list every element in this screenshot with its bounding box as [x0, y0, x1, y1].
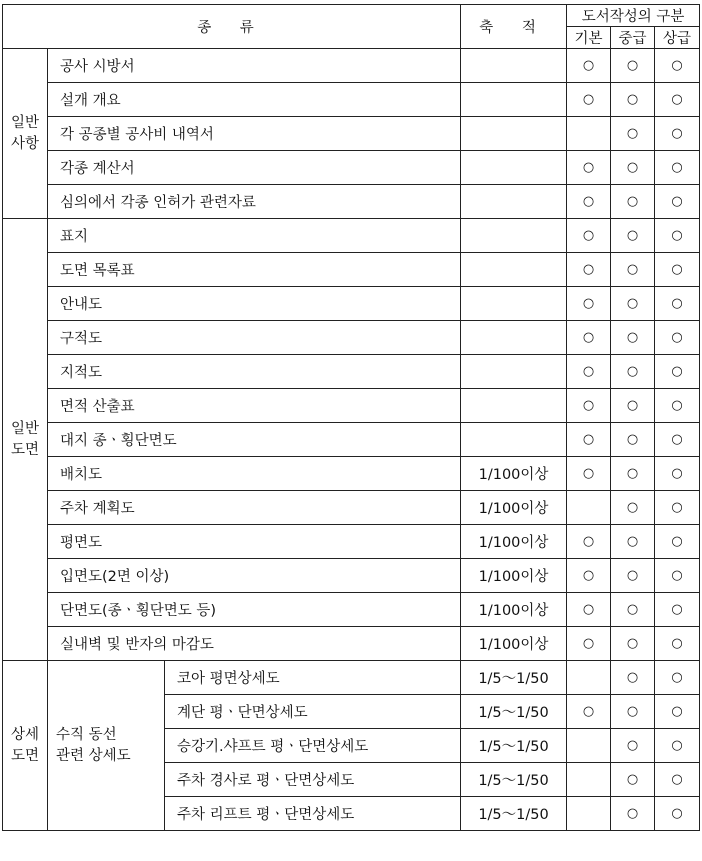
- circle-mark-icon: ○: [582, 160, 595, 175]
- category-cell: [3, 219, 48, 661]
- circle-mark-icon: ○: [671, 500, 683, 515]
- table-header: [3, 5, 700, 49]
- table-row: [3, 49, 700, 83]
- item-scale: [461, 219, 567, 253]
- table-row: [3, 389, 700, 423]
- circle-mark-icon: ○: [671, 772, 683, 787]
- circle-mark-icon: ○: [582, 228, 595, 243]
- level-mark-cell: [611, 695, 655, 729]
- circle-mark-icon: ○: [671, 534, 683, 549]
- item-name: 지적도: [48, 355, 461, 389]
- level-mark-cell: [567, 355, 611, 389]
- level-mark-cell: [655, 695, 700, 729]
- table-row: [3, 117, 700, 151]
- circle-mark-icon: ○: [626, 772, 639, 787]
- circle-mark-icon: ○: [582, 92, 595, 107]
- level-mark-cell: [611, 423, 655, 457]
- level-mark-cell: [655, 355, 700, 389]
- item-name: 각종 계산서: [48, 151, 461, 185]
- level-mark-cell: [655, 491, 700, 525]
- level-mark-cell: [611, 321, 655, 355]
- circle-mark-icon: ○: [582, 194, 595, 209]
- item-scale: 1/5～1/50: [461, 729, 567, 763]
- level-mark-cell: [655, 525, 700, 559]
- level-mark-cell: [655, 593, 700, 627]
- drawing-list-table: [2, 4, 700, 831]
- table-row: [3, 559, 700, 593]
- category-label: 도면: [10, 747, 39, 764]
- circle-mark-icon: ○: [582, 296, 595, 311]
- level-mark-cell: [655, 83, 700, 117]
- circle-mark-icon: ○: [626, 500, 639, 515]
- header-level-basic: 기본: [567, 27, 611, 49]
- level-mark-cell: [655, 423, 700, 457]
- item-name: 각 공종별 공사비 내역서: [48, 117, 461, 151]
- item-scale: 1/5～1/50: [461, 695, 567, 729]
- level-mark-cell: [567, 83, 611, 117]
- circle-mark-icon: ○: [671, 636, 683, 651]
- level-mark-cell: [611, 185, 655, 219]
- circle-mark-icon: ○: [671, 296, 683, 311]
- circle-mark-icon: ○: [626, 568, 639, 583]
- item-name: 심의에서 각종 인허가 관련자료: [48, 185, 461, 219]
- item-scale: [461, 151, 567, 185]
- level-mark-cell: [611, 49, 655, 83]
- circle-mark-icon: ○: [671, 568, 683, 583]
- circle-mark-icon: ○: [626, 398, 639, 413]
- level-mark-cell: [655, 729, 700, 763]
- level-mark-cell: [611, 151, 655, 185]
- level-mark-cell: [611, 729, 655, 763]
- level-mark-cell: [567, 287, 611, 321]
- level-mark-cell: [655, 253, 700, 287]
- level-mark-cell: [655, 797, 700, 831]
- circle-mark-icon: ○: [626, 602, 639, 617]
- level-mark-cell: [655, 457, 700, 491]
- circle-mark-icon: ○: [626, 262, 639, 277]
- level-mark-cell: [655, 287, 700, 321]
- level-mark-cell: [567, 423, 611, 457]
- item-scale: 1/100이상: [461, 559, 567, 593]
- table-row: [3, 219, 700, 253]
- level-mark-cell: [567, 219, 611, 253]
- level-mark-cell: [567, 321, 611, 355]
- level-mark-cell: [567, 253, 611, 287]
- item-scale: [461, 83, 567, 117]
- header-type: [3, 5, 461, 49]
- header-level-intermediate: 중급: [611, 27, 655, 49]
- circle-mark-icon: ○: [626, 228, 639, 243]
- item-scale: 1/100이상: [461, 491, 567, 525]
- circle-mark-icon: ○: [671, 432, 683, 447]
- circle-mark-icon: ○: [582, 58, 595, 73]
- level-mark-cell: [655, 389, 700, 423]
- table-row: [3, 457, 700, 491]
- level-mark-cell: [611, 117, 655, 151]
- item-name: 주차 계획도: [48, 491, 461, 525]
- level-mark-cell: [655, 763, 700, 797]
- circle-mark-icon: ○: [582, 636, 595, 651]
- item-scale: 1/100이상: [461, 525, 567, 559]
- table-row: [3, 491, 700, 525]
- circle-mark-icon: ○: [582, 262, 595, 277]
- item-name: 단면도(종ㆍ횡단면도 등): [48, 593, 461, 627]
- level-mark-cell: [611, 253, 655, 287]
- item-scale: [461, 423, 567, 457]
- circle-mark-icon: ○: [626, 330, 639, 345]
- item-scale: [461, 253, 567, 287]
- table-row: [3, 321, 700, 355]
- item-name: 주차 경사로 평ㆍ단면상세도: [165, 763, 461, 797]
- circle-mark-icon: ○: [671, 364, 683, 379]
- level-mark-cell: [655, 151, 700, 185]
- level-mark-cell: [655, 627, 700, 661]
- circle-mark-icon: ○: [671, 670, 683, 685]
- level-mark-cell: [567, 729, 611, 763]
- level-mark-cell: [655, 559, 700, 593]
- level-mark-cell: [655, 49, 700, 83]
- circle-mark-icon: ○: [626, 58, 639, 73]
- item-name: 도면 목록표: [48, 253, 461, 287]
- item-name: 배치도: [48, 457, 461, 491]
- level-mark-cell: [567, 593, 611, 627]
- circle-mark-icon: ○: [626, 364, 639, 379]
- circle-mark-icon: ○: [671, 92, 683, 107]
- category-label: 상세: [10, 726, 39, 743]
- level-mark-cell: [567, 457, 611, 491]
- level-mark-cell: [611, 287, 655, 321]
- circle-mark-icon: ○: [671, 262, 683, 277]
- circle-mark-icon: ○: [626, 466, 639, 481]
- level-mark-cell: [567, 627, 611, 661]
- header-scale-label: 축 적: [479, 20, 548, 36]
- circle-mark-icon: ○: [582, 466, 595, 481]
- table-row: [3, 287, 700, 321]
- circle-mark-icon: ○: [671, 194, 683, 209]
- circle-mark-icon: ○: [626, 92, 639, 107]
- level-mark-cell: [655, 321, 700, 355]
- item-scale: [461, 117, 567, 151]
- circle-mark-icon: ○: [626, 670, 639, 685]
- item-name: 설개 개요: [48, 83, 461, 117]
- level-mark-cell: [567, 117, 611, 151]
- level-mark-cell: [611, 559, 655, 593]
- item-scale: 1/5～1/50: [461, 797, 567, 831]
- level-mark-cell: [611, 457, 655, 491]
- level-mark-cell: [611, 355, 655, 389]
- level-mark-cell: [611, 389, 655, 423]
- item-name: 계단 평ㆍ단면상세도: [165, 695, 461, 729]
- circle-mark-icon: ○: [582, 398, 595, 413]
- item-name: 안내도: [48, 287, 461, 321]
- item-name: 대지 종ㆍ횡단면도: [48, 423, 461, 457]
- level-mark-cell: [567, 661, 611, 695]
- level-mark-cell: [655, 117, 700, 151]
- level-mark-cell: [567, 525, 611, 559]
- item-scale: [461, 49, 567, 83]
- header-type-label: 종 류: [197, 20, 266, 36]
- subcategory-label: 수직 동선: [56, 726, 117, 743]
- circle-mark-icon: ○: [626, 704, 639, 719]
- header-division: 도서작성의 구분: [567, 5, 700, 27]
- circle-mark-icon: ○: [582, 568, 595, 583]
- item-scale: 1/5～1/50: [461, 763, 567, 797]
- circle-mark-icon: ○: [671, 704, 683, 719]
- item-scale: [461, 389, 567, 423]
- circle-mark-icon: ○: [626, 738, 639, 753]
- table-row: [3, 355, 700, 389]
- level-mark-cell: [567, 491, 611, 525]
- level-mark-cell: [567, 49, 611, 83]
- level-mark-cell: [567, 559, 611, 593]
- table-body: [3, 49, 700, 831]
- header-level-advanced: 상급: [655, 27, 700, 49]
- circle-mark-icon: ○: [671, 806, 683, 821]
- table-row: [3, 627, 700, 661]
- item-name: 코아 평면상세도: [165, 661, 461, 695]
- circle-mark-icon: ○: [671, 126, 683, 141]
- item-scale: [461, 321, 567, 355]
- table-row: [3, 593, 700, 627]
- level-mark-cell: [611, 219, 655, 253]
- level-mark-cell: [567, 389, 611, 423]
- level-mark-cell: [611, 797, 655, 831]
- table-row: [3, 151, 700, 185]
- item-name: 입면도(2면 이상): [48, 559, 461, 593]
- item-scale: 1/100이상: [461, 593, 567, 627]
- circle-mark-icon: ○: [626, 160, 639, 175]
- subcategory-label: 관련 상세도: [56, 747, 131, 764]
- header-scale: [461, 5, 567, 49]
- circle-mark-icon: ○: [582, 432, 595, 447]
- item-name: 평면도: [48, 525, 461, 559]
- table-row: [3, 253, 700, 287]
- circle-mark-icon: ○: [582, 602, 595, 617]
- item-scale: [461, 355, 567, 389]
- item-scale: [461, 185, 567, 219]
- item-name: 주차 리프트 평ㆍ단면상세도: [165, 797, 461, 831]
- item-name: 구적도: [48, 321, 461, 355]
- circle-mark-icon: ○: [671, 466, 683, 481]
- level-mark-cell: [611, 593, 655, 627]
- circle-mark-icon: ○: [671, 398, 683, 413]
- item-scale: 1/100이상: [461, 627, 567, 661]
- category-label: 사항: [10, 135, 39, 152]
- category-label: 도면: [10, 441, 39, 458]
- item-scale: 1/5～1/50: [461, 661, 567, 695]
- circle-mark-icon: ○: [671, 602, 683, 617]
- item-name: 공사 시방서: [48, 49, 461, 83]
- table-row: [3, 423, 700, 457]
- item-name: 실내벽 및 반자의 마감도: [48, 627, 461, 661]
- level-mark-cell: [611, 627, 655, 661]
- circle-mark-icon: ○: [626, 806, 639, 821]
- level-mark-cell: [567, 797, 611, 831]
- item-name: 면적 산출표: [48, 389, 461, 423]
- table-row: [3, 525, 700, 559]
- circle-mark-icon: ○: [626, 296, 639, 311]
- level-mark-cell: [611, 491, 655, 525]
- level-mark-cell: [567, 695, 611, 729]
- circle-mark-icon: ○: [671, 738, 683, 753]
- circle-mark-icon: ○: [626, 194, 639, 209]
- circle-mark-icon: ○: [626, 636, 639, 651]
- item-scale: [461, 287, 567, 321]
- item-scale: 1/100이상: [461, 457, 567, 491]
- circle-mark-icon: ○: [626, 126, 639, 141]
- category-cell: [3, 49, 48, 219]
- circle-mark-icon: ○: [671, 228, 683, 243]
- circle-mark-icon: ○: [671, 330, 683, 345]
- level-mark-cell: [655, 185, 700, 219]
- level-mark-cell: [567, 151, 611, 185]
- table-row: [3, 661, 700, 695]
- level-mark-cell: [611, 763, 655, 797]
- subcategory-cell: [48, 661, 165, 831]
- level-mark-cell: [611, 83, 655, 117]
- circle-mark-icon: ○: [582, 704, 595, 719]
- circle-mark-icon: ○: [582, 534, 595, 549]
- circle-mark-icon: ○: [671, 160, 683, 175]
- table-row: [3, 83, 700, 117]
- level-mark-cell: [611, 661, 655, 695]
- level-mark-cell: [655, 219, 700, 253]
- circle-mark-icon: ○: [671, 58, 683, 73]
- circle-mark-icon: ○: [582, 330, 595, 345]
- level-mark-cell: [567, 763, 611, 797]
- table-row: [3, 185, 700, 219]
- item-name: 표지: [48, 219, 461, 253]
- category-label: 일반: [10, 114, 39, 131]
- level-mark-cell: [655, 661, 700, 695]
- category-cell: [3, 661, 48, 831]
- circle-mark-icon: ○: [582, 364, 595, 379]
- level-mark-cell: [567, 185, 611, 219]
- circle-mark-icon: ○: [626, 534, 639, 549]
- category-label: 일반: [10, 420, 39, 437]
- level-mark-cell: [611, 525, 655, 559]
- circle-mark-icon: ○: [626, 432, 639, 447]
- item-name: 승강기.샤프트 평ㆍ단면상세도: [165, 729, 461, 763]
